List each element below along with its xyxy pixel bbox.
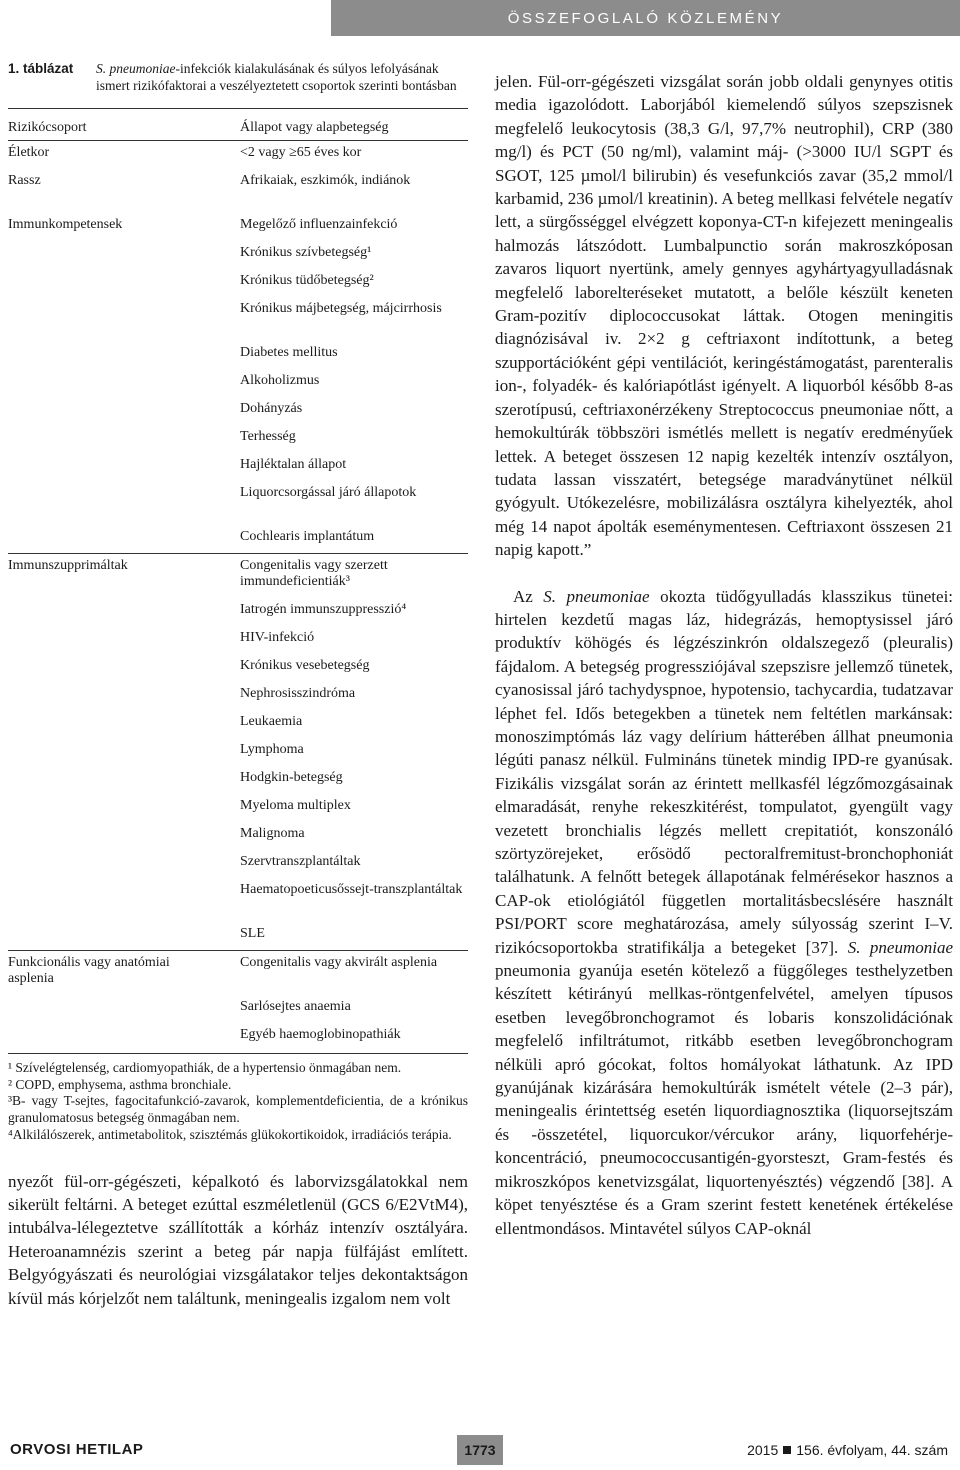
col1-header: Rizikócsoport <box>8 120 87 135</box>
table-body <box>8 141 468 1051</box>
condition-item: Haematopoeticusőssejt-transzplantáltak <box>240 882 463 897</box>
table-footnotes <box>8 1060 468 1144</box>
table-caption-text: S. pneumoniae-infekciók kialakulásának és súlyos lefolyásának ismert rizikófaktorai a veszélyeztetett csoportok szerinti bontásban <box>96 61 457 93</box>
issue-info: 2015 156. évfolyam, 44. szám <box>747 1442 948 1458</box>
risk-group-name: Immunszupprimáltak <box>8 558 128 573</box>
condition-item: Krónikus májbetegség, májcirrhosis <box>240 301 442 316</box>
paragraph: Az S. pneumoniae okozta tüdőgyulladás klasszikus tünetei: hirtelen kezdetű magas láz, hidegrázás, hemoptysissel járó produktív köhögés és légzészinkrón oldalszegező (pleuralis) fájdalom. A betegség progressziójával szepszisre jellemző tünetek, cyanosissal járó tachydyspnoe, hypotensio, tachycardia, tudatzavar léphet fel. Idős betegekben a tünetek nem feltétlen markánsak: monoszimptómás láz vagy delírium hátterében állhat pneumonia légúti panasz nélkül. Fulmináns tünetek mindig IPD-re gyanúsak. Fizikális vizsgálat során az érintett mellkasfél légzőmozgásainak elmaradását, renyhe rekeszkitérést, tompulatot, gyengült vagy vezetett bronchialis légzés mellett crepitatiót, konszonáló szörtyzörejeket, erősödő pectoralfremitust-bronchophoniát találhatunk. A felnőtt betegek állapotának felmérésekor hasznos a CAP-ok etiológiától független mortalitásbecslésére használt PSI/PORT score meghatározása, amely súlyosság szerint I–V. rizikócsoportokba stratifikálja a betegeket [37]. S. pneumoniae pneumonia gyanúja esetén kötelező a függőleges testhelyzetben készített kétirányú mellkas-röntgenfelvétel, amelyen típusos esetben levegőbronchogramot és lobaris konszolidációnak megfelelő infiltrátumot, ritkább esetben levegőbronchogram nélküli apró gócokat, foltos homályokat láthatunk. Az IPD gyanújának kizárására hemokultúrák ismételt vétele (2–3 pár), meningealis érintettség esetén liquordiagnosztika (liquorsejtszám és -összetétel, liquorcukor/vércukor arány, liquorfehérje-koncentráció, pneumococcusantigén-gyorsteszt, Gram-festés és mikroszkópos kenetvizsgálat, liquortenyésztés) végzendő [38]. A köpet tenyésztése és a Gram szerint festett kenetének értékelése ellentmondásos. Mintavétel súlyos CAP-oknál <box>495 586 954 1238</box>
paragraph: nyezőt fül-orr-gégészeti, képalkotó és laborvizsgálatokkal nem sikerült feltárni. A beteget ezúttal eszméletlenül (GCS 6/E2VtM4), intubálva-lélegeztetve szállították a kórház intenzív osztályára. Heteroanamnézis szerint a beteg pár napja fülfájást említett. Belgyógyászati és neurológiai vizsgálatakor teljes dekontaktságon kívül más kórjelzőt nem találtunk, meningealis izgalom nem volt <box>8 1171 468 1308</box>
condition-item: Leukaemia <box>240 714 303 729</box>
journal-name: ORVOSI HETILAP <box>10 1441 144 1458</box>
col2-header: Állapot vagy alapbetegség <box>240 120 389 135</box>
condition-item: Krónikus tüdőbetegség² <box>240 273 374 288</box>
condition-item: Liquorcsorgással járó állapotok <box>240 485 417 500</box>
table-caption <box>8 60 468 94</box>
table-label: 1. táblázat <box>8 61 74 76</box>
risk-group-name: Életkor <box>8 145 50 160</box>
condition-item: SLE <box>240 926 265 941</box>
section-header: ÖSSZEFOGLALÓ KÖZLEMÉNY <box>331 0 960 36</box>
condition-item: Alkoholizmus <box>240 373 320 388</box>
left-column <box>8 60 468 1310</box>
table-group <box>8 213 468 553</box>
condition-item: Iatrogén immunszuppresszió⁴ <box>240 602 407 617</box>
condition-item: Afrikaiak, eszkimók, indiánok <box>240 173 411 188</box>
condition-item: Szervtranszplantáltak <box>240 854 361 869</box>
page-footer <box>0 1435 960 1470</box>
condition-item: Egyéb haemoglobinopathiák <box>240 1027 401 1042</box>
condition-item: Lymphoma <box>240 742 304 757</box>
table-group <box>8 553 468 950</box>
condition-item: <2 vagy ≥65 éves kor <box>240 145 362 160</box>
square-bullet-icon <box>783 1446 791 1454</box>
condition-item: Diabetes mellitus <box>240 345 338 360</box>
condition-item: Hodgkin-betegség <box>240 770 343 785</box>
condition-item: HIV-infekció <box>240 630 315 645</box>
table-group <box>8 141 468 169</box>
condition-item: Dohányzás <box>240 401 303 416</box>
condition-item: Nephrosisszindróma <box>240 686 356 701</box>
condition-item: Malignoma <box>240 826 305 841</box>
body-text-left <box>8 1170 468 1310</box>
condition-item: Sarlósejtes anaemia <box>240 999 351 1014</box>
table-group <box>8 169 468 213</box>
risk-group-name: Immunkompetensek <box>8 217 123 232</box>
footnote: ² COPD, emphysema, asthma bronchiale. <box>8 1076 232 1092</box>
table-header <box>8 108 468 141</box>
risk-group-name: Rassz <box>8 173 41 188</box>
footnote: ³B- vagy T-sejtes, fagocitafunkció-zavarok, komplementdeficientia, de a krónikus granulomatosus betegség önmagában nem. <box>8 1093 468 1126</box>
table-bottom-rule <box>8 1053 468 1054</box>
paragraph: jelen. Fül-orr-gégészeti vizsgálat során jobb oldali genynyes otitis media igazolódott. Laborjából kiemelendő súlyos szepszisnek megfelelő leukocytosis (38,3 G/l, 97,7% neutrophil), CRP (380 mg/l) és PCT (50 ng/ml), valamint máj- (>3000 IU/l SGPT és SGOT, 125 µmol/l bilirubin) és vesefunkciós zavar (35,2 mmol/l karbamid, 236 µmol/l kreatinin). A beteg mellkasi felvétele negatív lett, a sürgősséggel elvégzett koponya-CT-n kifejezett meningealis halmozás látszódott. Lumbalpunctio során makroszkóposan zavaros liquort nyertünk, amely gennyes agyhártyagyulladásnak megfelelő laborelteréseket mutatott, a belőle készült keneten Gram-pozitív diplococcusokat láttak. Otogen meningitis diagnózisával iv. 2×2 g ceftriaxont indítottunk, a beteg szupportációként gépi ventilációt, keringéstámogatást, parenteralis ion-, folyadék- és kalóriapótlást igényelt. A liquorból később 8-as szerotípusú, ceftriaxonérzékeny Streptococcus pneumoniae nőtt, a hemokultúrák többszöri ismétlés mellett is negatív eredményűek lettek. A beteget összesen 12 napig kezelték intenzív osztályon, tudata lassan visszatért, betegsége maradványtünet nélkül gyógyult. Utókezelésre, mobilizálásra osztályra kihelyezték, ahol még 14 napot ápolták eseménymentesen. Ceftriaxont összesen 21 napig kapott.” <box>495 72 953 560</box>
condition-item: Krónikus szívbetegség¹ <box>240 245 372 260</box>
right-column <box>495 70 953 1240</box>
footnote: ¹ Szívelégtelenség, cardiomyopathiák, de a hypertensio önmagában nem. <box>8 1060 402 1075</box>
condition-item: Congenitalis vagy szerzett immundeficientiák³ <box>240 558 388 589</box>
table-group <box>8 950 468 1051</box>
condition-item: Myeloma multiplex <box>240 798 351 813</box>
condition-item: Congenitalis vagy akvirált asplenia <box>240 955 438 970</box>
page-number: 1773 <box>457 1435 503 1465</box>
condition-item: Krónikus vesebetegség <box>240 658 370 673</box>
risk-group-name: Funkcionális vagy anatómiai asplenia <box>8 955 170 986</box>
condition-item: Megelőző influenzainfekció <box>240 217 398 232</box>
condition-item: Terhesség <box>240 429 296 444</box>
condition-item: Hajléktalan állapot <box>240 457 347 472</box>
footnote: ⁴Alkilálószerek, antimetabolitok, szisztémás glükokortikoidok, irradiációs terápia. <box>8 1126 452 1142</box>
condition-item: Cochlearis implantátum <box>240 529 375 544</box>
